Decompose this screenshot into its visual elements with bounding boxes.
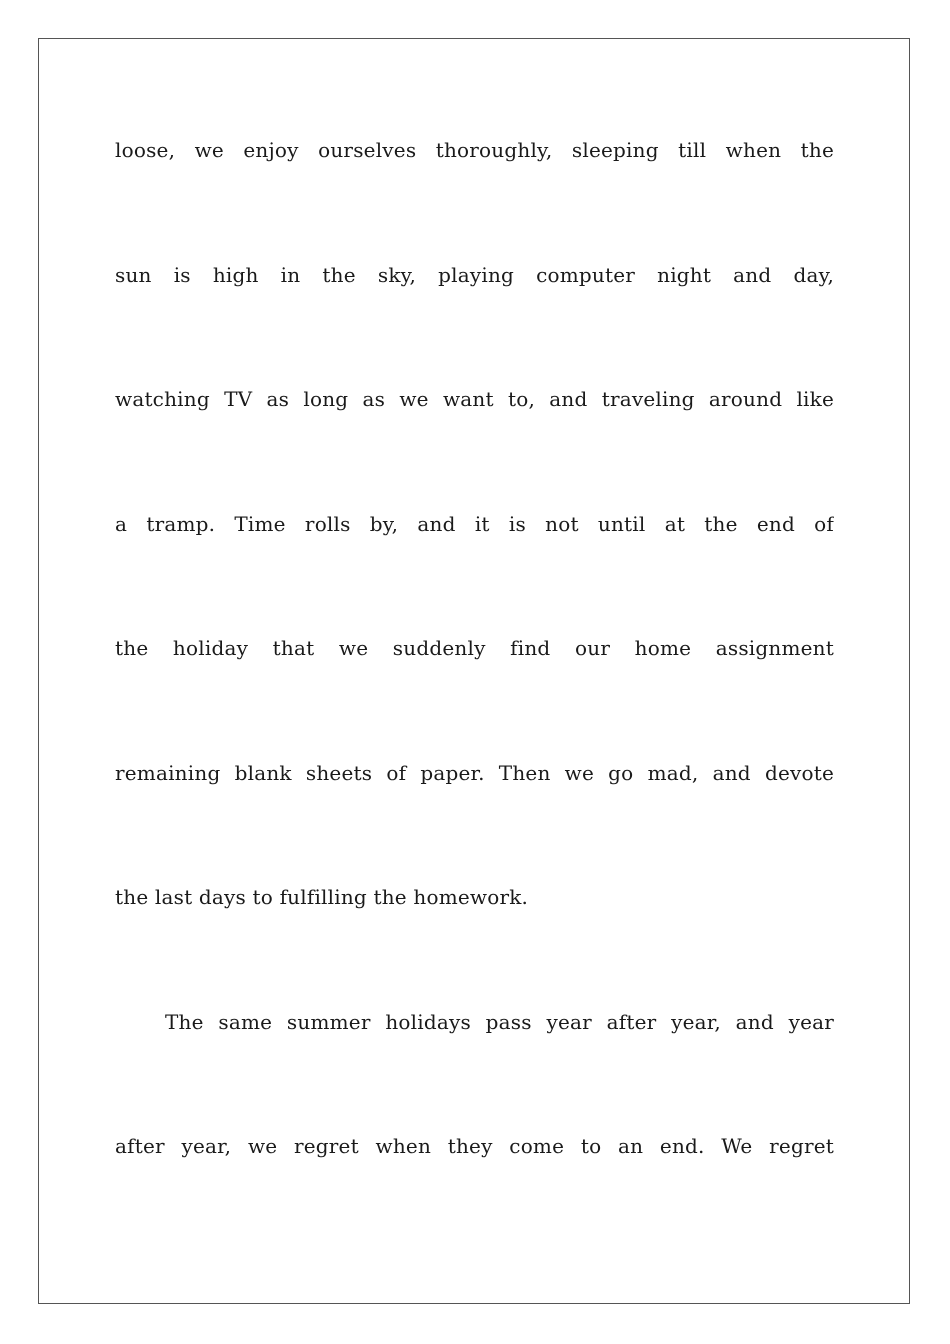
paragraph-first-line: The same summer holidays pass year after year, and year: [165, 1009, 834, 1034]
text-line: sun is high in the sky, playing computer night and day,: [115, 262, 834, 287]
text-line: watching TV as long as we want to, and traveling around like: [115, 387, 834, 411]
text-line: remaining blank sheets of paper. Then we go mad, and devote: [115, 760, 834, 785]
text-line: the holiday that we suddenly find our home assignment: [115, 636, 834, 660]
text-line: the last days to fulfilling the homework.: [115, 885, 529, 909]
text-line: a tramp. Time rolls by, and it is not until at the end of: [115, 511, 834, 536]
text-line: loose, we enjoy ourselves thoroughly, sleeping till when the: [115, 138, 834, 162]
document-body: [115, 126, 834, 1247]
text-line: after year, we regret when they come to an end. We regret: [115, 1134, 834, 1158]
